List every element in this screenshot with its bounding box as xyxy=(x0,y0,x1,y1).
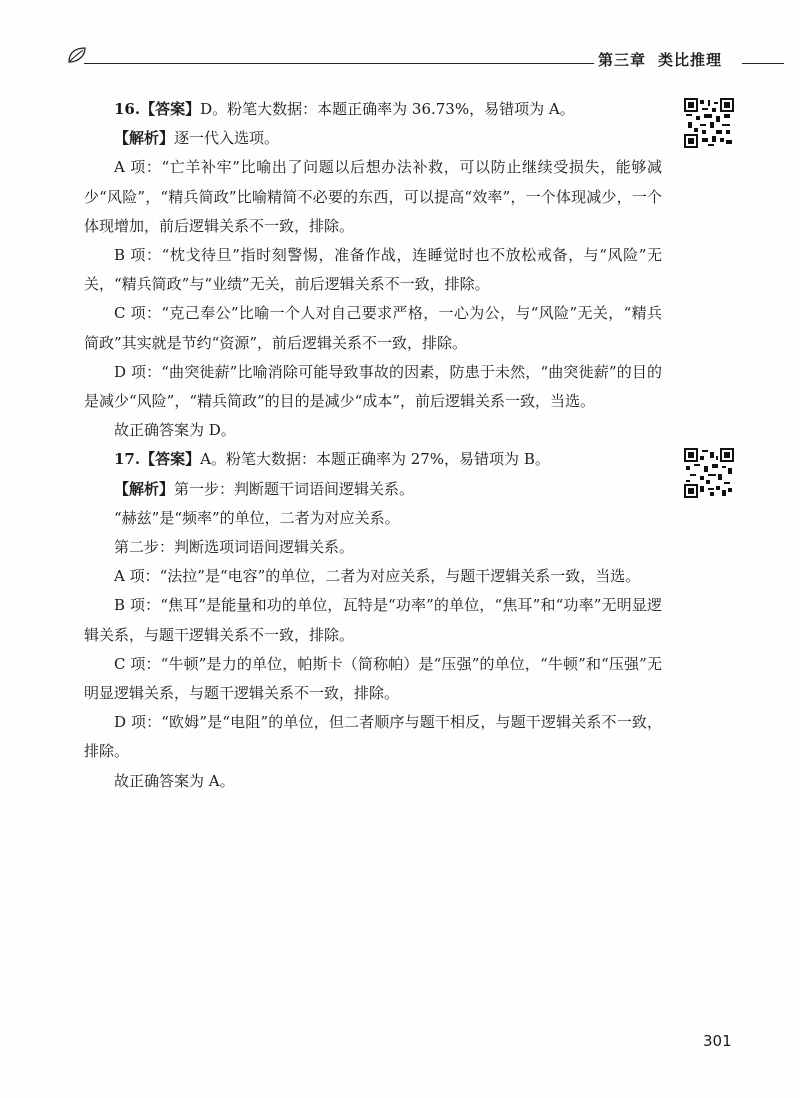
paragraph-text: D。粉笔大数据：本题正确率为 36.73%，易错项为 A。 xyxy=(200,100,575,118)
paragraph-p17 xyxy=(84,445,662,474)
running-header xyxy=(598,49,734,70)
header-rule xyxy=(84,63,594,64)
paragraph-text: D 项：“曲突徙薪”比喻消除可能导致事故的因素，防患于未然，“曲突徙薪”的目的是减少“风险”，“精兵简政”的目的是减少“成本”，前后逻辑关系一致，当选。 xyxy=(84,362,662,411)
paragraph-p16c xyxy=(84,241,662,299)
paragraph-text: “赫兹”是“频率”的单位，二者为对应关系。 xyxy=(114,508,400,527)
qr-code-icon[interactable] xyxy=(684,448,734,498)
paragraph-p16b xyxy=(84,153,662,241)
paragraph-p16f xyxy=(84,416,662,445)
chapter-title: 类比推理 xyxy=(658,51,723,69)
paragraph-p17a xyxy=(84,475,662,504)
paragraph-text: 第一步：判断题干词语间逻辑关系。 xyxy=(174,479,415,498)
paragraph-text: 第二步：判断选项词语间逻辑关系。 xyxy=(114,538,355,557)
paragraph-p17b xyxy=(84,504,662,533)
paragraph-p16a xyxy=(84,124,662,153)
paragraph-text: D 项：“欧姆”是“电阻”的单位，但二者顺序与题干相反，与题干逻辑关系不一致，排除。 xyxy=(84,713,662,761)
paragraph-p17g xyxy=(84,708,662,766)
page-number: 301 xyxy=(703,1032,732,1050)
paragraph-text: A 项：“亡羊补牢”比喻出了问题以后想办法补救，可以防止继续受损失，能够减少“风险”，“精兵简政”比喻精简不必要的东西，可以提高“效率”，一个体现减少，一个体现增加，前后逻辑关系不一致，排除。 xyxy=(84,158,662,235)
paragraph-lead: 17.【答案】 xyxy=(114,450,201,469)
paragraph-p17d xyxy=(84,562,662,591)
paragraph-lead: 【解析】 xyxy=(114,129,175,148)
qr-code-icon[interactable] xyxy=(684,98,734,148)
paragraph-p17f xyxy=(84,650,662,708)
paragraph-p16e xyxy=(84,358,662,416)
paragraph-lead: 【解析】 xyxy=(114,479,175,498)
paragraph-text: B 项：“枕戈待旦”指时刻警惕，准备作战，连睡觉时也不放松戒备，与“风险”无关，“精兵简政”与“业绩”无关，前后逻辑关系不一致，排除。 xyxy=(84,246,662,294)
chapter-label: 第三章 xyxy=(598,51,647,69)
paragraph-p16 xyxy=(84,95,662,124)
paragraph-text: A 项：“法拉”是“电容”的单位，二者为对应关系，与题干逻辑关系一致，当选。 xyxy=(114,567,641,586)
paragraph-p17h xyxy=(84,767,662,796)
paragraph-text: C 项：“克己奉公”比喻一个人对自己要求严格，一心为公，与“风险”无关，“精兵简政”其实就是节约“资源”，前后逻辑关系不一致，排除。 xyxy=(84,304,662,352)
header-rule-right xyxy=(742,63,784,64)
paragraph-text: A。粉笔大数据：本题正确率为 27%，易错项为 B。 xyxy=(200,450,550,469)
paragraph-text: C 项：“牛顿”是力的单位，帕斯卡（简称帕）是“压强”的单位，“牛顿”和“压强”无明显逻辑关系，与题干逻辑关系不一致，排除。 xyxy=(84,654,662,703)
paragraph-p17e xyxy=(84,591,662,649)
paragraph-p16d xyxy=(84,299,662,357)
paragraph-text: 故正确答案为 A。 xyxy=(114,771,235,790)
paragraph-lead: 16.【答案】 xyxy=(114,100,201,118)
paragraph-p17c xyxy=(84,533,662,562)
paragraph-text: 逐一代入选项。 xyxy=(174,129,280,148)
answer-explanation-text xyxy=(84,95,662,796)
paragraph-text: B 项：“焦耳”是能量和功的单位，瓦特是“功率”的单位，“焦耳”和“功率”无明显逻辑关系，与题干逻辑关系不一致，排除。 xyxy=(84,596,662,644)
paragraph-text: 故正确答案为 D。 xyxy=(114,421,236,440)
